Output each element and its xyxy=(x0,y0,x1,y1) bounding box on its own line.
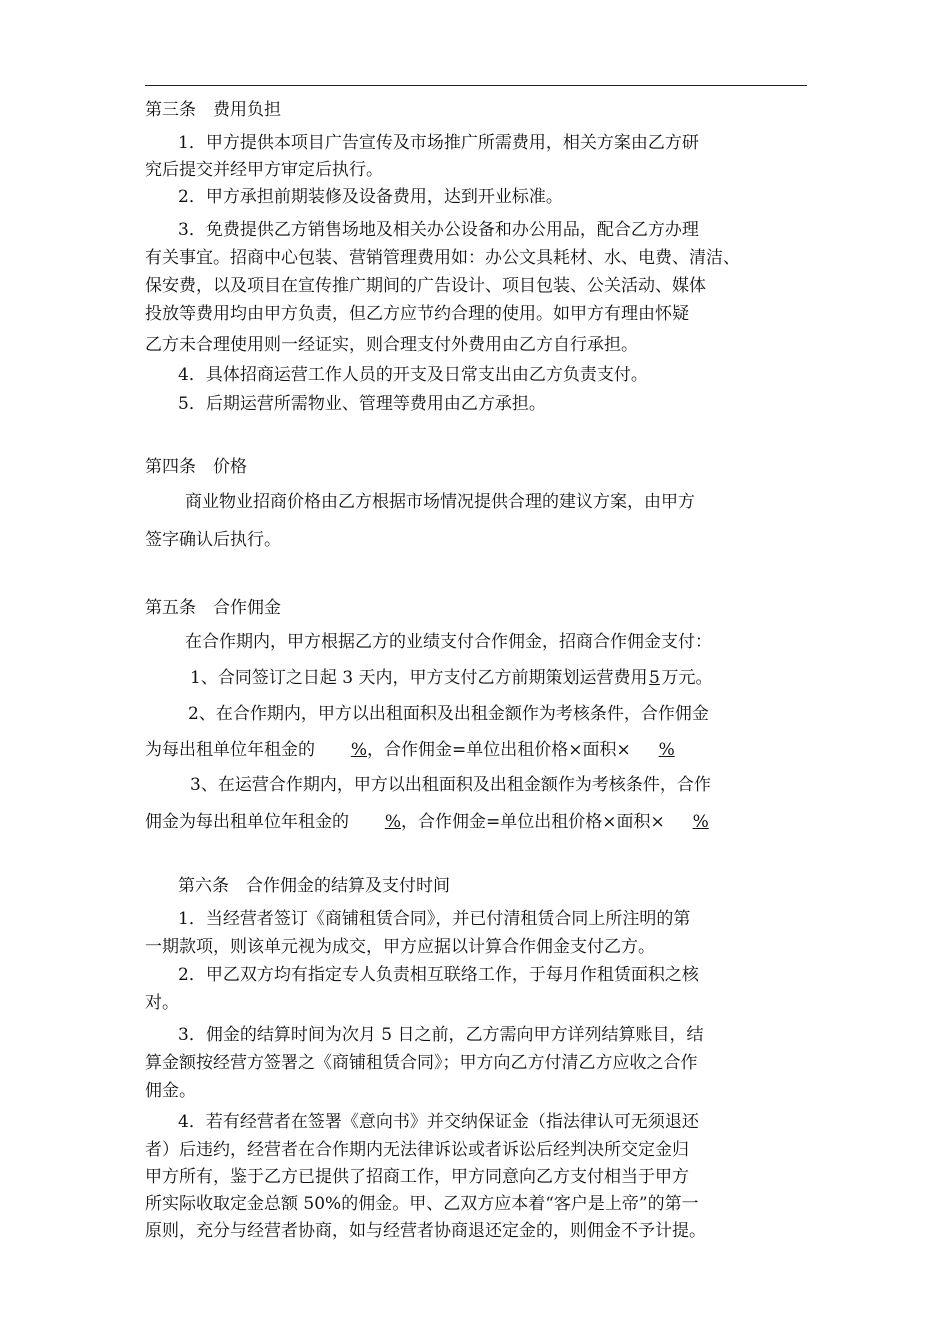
article-6-line: 2．甲乙双方均有指定专人负责相互联络工作，于每月作租赁面积之核 xyxy=(178,965,699,985)
article-5-line xyxy=(190,668,712,688)
article-5-text: 1、合同签订之日起 3 天内，甲方支付乙方前期策划运营费用 xyxy=(190,668,648,688)
article-3-line: 4．具体招商运营工作人员的开支及日常支出由乙方负责支付。 xyxy=(178,365,648,385)
fill-blank: % xyxy=(350,740,367,760)
fill-blank: % xyxy=(658,740,675,760)
article-6-line: 一期款项，则该单元视为成交，甲方应据以计算合作佣金支付乙方。 xyxy=(145,937,655,957)
article-5-line: 3、在运营合作期内，甲方以出租面积及出租金额作为考核条件，合作 xyxy=(190,775,711,795)
article-3-line: 5．后期运营所需物业、管理等费用由乙方承担。 xyxy=(178,394,546,414)
article-5-line xyxy=(145,812,709,832)
article-6-line: 所实际收取定金总额 50%的佣金。甲、乙双方应本着“客户是上帝”的第一 xyxy=(145,1194,699,1214)
article-3-line: 投放等费用均由甲方负责，但乙方应节约合理的使用。如甲方有理由怀疑 xyxy=(145,304,689,324)
article-6-title: 第六条 合作佣金的结算及支付时间 xyxy=(178,876,450,896)
article-6-line: 者）后违约，经营者在合作期内无法律诉讼或者诉讼后经判决所交定金归 xyxy=(145,1140,689,1160)
article-5-line xyxy=(145,740,675,760)
article-5-line: 2、在合作期内，甲方以出租面积及出租金额作为考核条件，合作佣金 xyxy=(188,704,709,724)
article-3-line: 究后提交并经甲方审定后执行。 xyxy=(145,160,383,180)
article-6-line: 佣金。 xyxy=(145,1081,196,1101)
fill-blank: % xyxy=(384,812,401,832)
article-6-line: 3．佣金的结算时间为次月 5 日之前，乙方需向甲方详列结算账目，结 xyxy=(178,1025,704,1045)
article-5-line: 在合作期内，甲方根据乙方的业绩支付合作佣金，招商合作佣金支付： xyxy=(185,632,712,652)
article-3-line: 3．免费提供乙方销售场地及相关办公设备和办公用品，配合乙方办理 xyxy=(178,220,699,240)
article-5-text: 佣金为每出租单位年租金的 xyxy=(145,812,349,832)
article-5-text: ，合作佣金=单位出租价格×面积× xyxy=(367,740,631,760)
article-3-line: 有关事宜。招商中心包装、营销管理费用如：办公文具耗材、水、电费、清洁、 xyxy=(145,248,740,268)
article-5-text: 为每出租单位年租金的 xyxy=(145,740,315,760)
article-4-line: 签字确认后执行。 xyxy=(145,530,281,550)
header-rule xyxy=(145,85,807,86)
article-6-line: 1．当经营者签订《商铺租赁合同》，并已付清租赁合同上所注明的第 xyxy=(178,909,691,929)
article-5-title: 第五条 合作佣金 xyxy=(145,598,281,618)
article-3-line: 乙方未合理使用则一经证实，则合理支付外费用由乙方自行承担。 xyxy=(145,335,638,355)
article-5-text: 万元。 xyxy=(661,668,713,688)
article-6-line: 4．若有经营者在签署《意向书》并交纳保证金（指法律认可无须退还 xyxy=(178,1112,699,1132)
article-6-line: 原则，充分与经营者协商，如与经营者协商退还定金的，则佣金不予计提。 xyxy=(145,1221,706,1241)
article-6-line: 甲方所有，鉴于乙方已提供了招商工作，甲方同意向乙方支付相当于甲方 xyxy=(145,1167,689,1187)
article-6-line: 对。 xyxy=(145,993,179,1013)
article-4-line: 商业物业招商价格由乙方根据市场情况提供合理的建议方案，由甲方 xyxy=(185,492,695,512)
article-3-line: 保安费，以及项目在宣传推广期间的广告设计、项目包装、公关活动、媒体 xyxy=(145,276,706,296)
article-6-line: 算金额按经营方签署之《商铺租赁合同》；甲方向乙方付清乙方应收之合作 xyxy=(145,1053,698,1073)
fill-blank: 5 xyxy=(649,668,660,688)
article-3-title: 第三条 费用负担 xyxy=(145,100,281,120)
fill-blank: % xyxy=(692,812,709,832)
article-3-line: 1．甲方提供本项目广告宣传及市场推广所需费用，相关方案由乙方研 xyxy=(178,133,699,153)
article-3-line: 2．甲方承担前期装修及设备费用，达到开业标准。 xyxy=(178,187,563,207)
article-5-text: ，合作佣金=单位出租价格×面积× xyxy=(401,812,665,832)
article-4-title: 第四条 价格 xyxy=(145,457,247,477)
